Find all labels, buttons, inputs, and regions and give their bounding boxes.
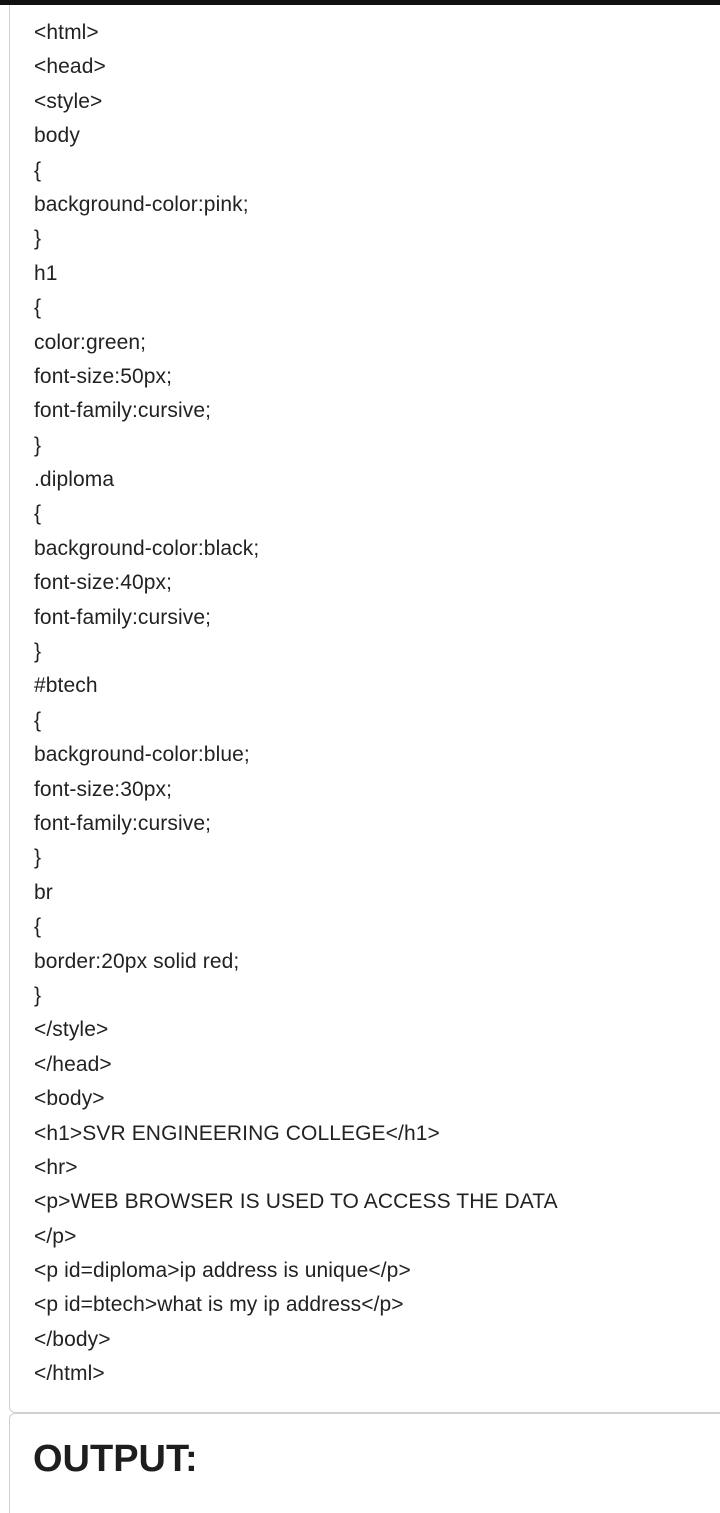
code-line: background-color:blue; xyxy=(34,743,250,767)
code-line: </html> xyxy=(34,1362,105,1386)
code-line: #btech xyxy=(34,674,98,698)
code-line: </body> xyxy=(34,1327,111,1351)
code-line: { xyxy=(34,296,42,320)
code-line: color:green; xyxy=(34,330,147,354)
code-line: { xyxy=(34,502,42,526)
code-line: } xyxy=(34,983,42,1007)
code-line: <body> xyxy=(34,1087,105,1111)
code-line: font-size:40px; xyxy=(34,571,173,595)
code-line: { xyxy=(34,915,42,939)
code-line: font-family:cursive; xyxy=(34,399,212,423)
code-line: } xyxy=(34,433,42,457)
code-line: font-size:30px; xyxy=(34,777,173,801)
code-lines xyxy=(34,16,558,1392)
code-line: border:20px solid red; xyxy=(34,949,240,973)
code-line: font-family:cursive; xyxy=(34,811,212,835)
code-line: <style> xyxy=(34,89,103,113)
code-line: </head> xyxy=(34,1052,112,1076)
code-line: background-color:pink; xyxy=(34,192,249,216)
code-line: <p id=btech>what is my ip address</p> xyxy=(34,1293,404,1317)
code-line: </style> xyxy=(34,1018,109,1042)
output-section xyxy=(9,1413,720,1513)
code-line: br xyxy=(34,880,53,904)
code-line: .diploma xyxy=(34,468,115,492)
code-line: font-family:cursive; xyxy=(34,605,212,629)
code-line: } xyxy=(34,640,42,664)
code-line: { xyxy=(34,158,42,182)
code-line: </p> xyxy=(34,1224,77,1248)
code-block xyxy=(9,5,720,1413)
code-line: <h1>SVR ENGINEERING COLLEGE</h1> xyxy=(34,1121,440,1145)
code-line: <hr> xyxy=(34,1155,78,1179)
code-line: <p id=diploma>ip address is unique</p> xyxy=(34,1259,411,1283)
code-line: } xyxy=(34,227,42,251)
code-line: <p>WEB BROWSER IS USED TO ACCESS THE DATA xyxy=(34,1190,558,1214)
code-line: { xyxy=(34,708,42,732)
code-line: } xyxy=(34,846,42,870)
code-line: background-color:black; xyxy=(34,536,260,560)
code-line: h1 xyxy=(34,261,58,285)
code-line: body xyxy=(34,124,80,148)
code-line: font-size:50px; xyxy=(34,364,173,388)
code-line: <head> xyxy=(34,55,106,79)
code-line: <html> xyxy=(34,21,99,44)
output-heading: OUTPUT: xyxy=(33,1438,198,1480)
